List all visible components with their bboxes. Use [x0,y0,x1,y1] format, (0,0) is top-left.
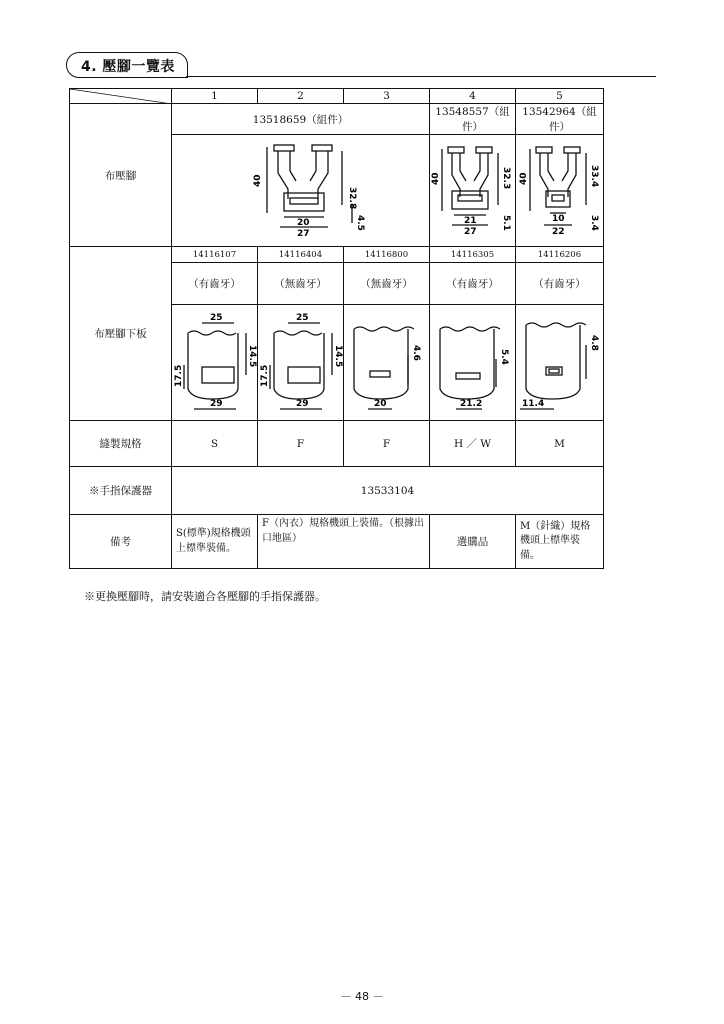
dim-label: 10 [552,214,565,224]
dim-label: 20 [297,218,310,228]
plate-drawing-cell [516,305,604,421]
remark-text: M（針織）規格機頭上標準裝備。 [516,515,604,569]
lower-plate-part-row [70,247,604,263]
dim-label: 17.5 [174,364,184,387]
dim-label: 21.2 [460,399,483,409]
part-code: 14116404 [258,247,344,263]
dim-label: 40 [253,174,263,187]
gauge-value: H ／ W [430,421,516,467]
row-label: 縫製規格 [70,421,172,467]
presser-foot-drawing-cell [172,135,430,247]
row-label: 布壓腳下板 [70,247,172,421]
dim-label: 4.5 [355,215,365,231]
row-label: 備考 [70,515,172,569]
remark-text: F（內衣）規格機頭上裝備。（根據出口地區） [258,515,430,569]
dim-label: 32.8 [347,187,357,210]
remarks-row [70,515,604,569]
gauge-value: F [344,421,430,467]
plate-type: （有齒牙） [430,263,516,305]
dim-label: 27 [464,227,477,237]
dim-label: 25 [210,313,223,323]
plate-drawing-4 [430,305,516,417]
plate-type: （有齒牙） [172,263,258,305]
dim-label: 40 [431,172,441,185]
presser-foot-code-row [70,104,604,135]
dim-label: 5.1 [501,215,511,231]
remark-text: S(標準)規格機頭上標準裝備。 [172,515,258,569]
gauge-row [70,421,604,467]
plate-type: （無齒牙） [258,263,344,305]
dim-label: 20 [374,399,387,409]
page-number: － 48 － [340,990,384,1003]
part-code: 13542964（組件） [516,104,604,135]
plate-drawing-cell [258,305,344,421]
column-header: 2 [258,89,344,104]
presser-foot-drawing-c [516,135,604,243]
plate-drawing-3 [344,305,430,417]
dim-label: 40 [519,172,529,185]
plate-drawing-cell [430,305,516,421]
dim-label: 4.6 [411,345,421,361]
dim-label: 33.4 [589,165,599,188]
dim-label: 11.4 [522,399,545,409]
plate-type: （有齒牙） [516,263,604,305]
dim-label: 4.8 [589,335,599,351]
section-heading [66,52,188,78]
presser-foot-drawing-cell [516,135,604,247]
plate-drawing-5 [516,305,604,417]
plate-drawing-cell [172,305,258,421]
presser-foot-table [69,88,604,569]
presser-foot-drawing-b [430,135,516,243]
remark-text: 選購品 [430,515,516,569]
gauge-value: M [516,421,604,467]
dim-label: 5.4 [499,349,509,365]
part-code: 13518659（組件） [172,104,430,135]
table-header-row [70,89,604,104]
row-label: 布壓腳 [70,104,172,247]
dim-label: 27 [297,229,310,239]
dim-label: 25 [296,313,309,323]
dim-label: 32.3 [501,167,511,190]
column-header: 4 [430,89,516,104]
row-label: ※手指保護器 [70,467,172,515]
dim-label: 14.5 [247,345,257,368]
section-title: 4. 壓腳一覽表 [81,59,175,75]
column-header: 3 [344,89,430,104]
part-code: 14116305 [430,247,516,263]
part-code: 14116107 [172,247,258,263]
plate-drawing-2 [258,305,344,417]
gauge-value: F [258,421,344,467]
heading-rule [186,76,656,77]
part-code: 14116800 [344,247,430,263]
finger-guard-row [70,467,604,515]
corner-cell [70,89,172,104]
plate-type: （無齒牙） [344,263,430,305]
plate-drawing-1 [172,305,258,417]
column-header: 1 [172,89,258,104]
gauge-value: S [172,421,258,467]
column-header: 5 [516,89,604,104]
part-code: 13548557（組件） [430,104,516,135]
dim-label: 21 [464,216,477,226]
dim-label: 3.4 [589,215,599,231]
dim-label: 29 [296,399,309,409]
presser-foot-drawing-a [172,135,430,243]
plate-drawing-cell [344,305,430,421]
dim-label: 29 [210,399,223,409]
presser-foot-drawing-cell [430,135,516,247]
dim-label: 17.5 [260,364,270,387]
finger-guard-code: 13533104 [172,467,604,515]
part-code: 14116206 [516,247,604,263]
dim-label: 22 [552,227,565,237]
footnote: ※更換壓腳時，請安裝適合各壓腳的手指保護器。 [84,590,326,603]
dim-label: 14.5 [333,345,343,368]
